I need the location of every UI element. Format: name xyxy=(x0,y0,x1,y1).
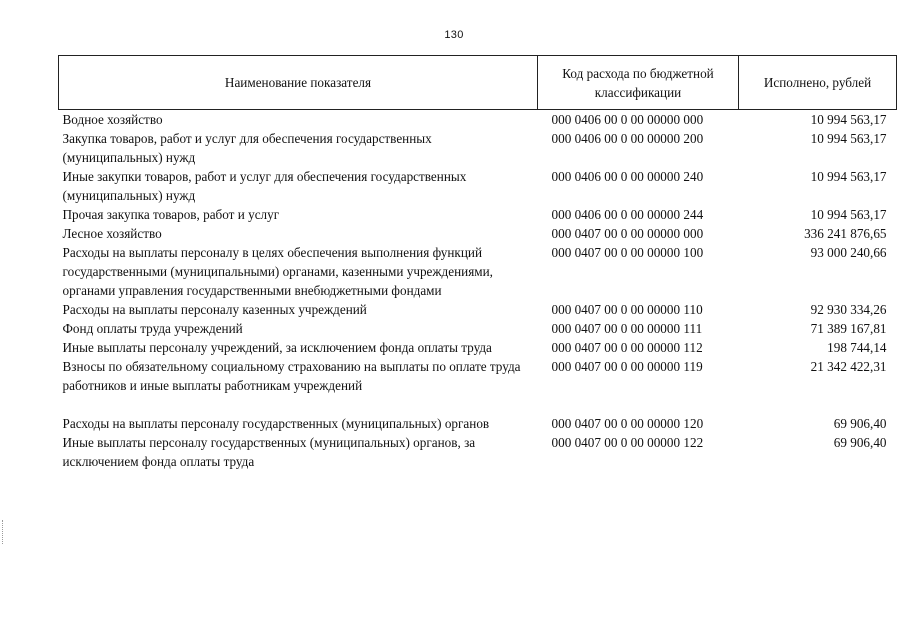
table-row xyxy=(59,300,897,319)
row-code: 000 0406 00 0 00 00000 000 xyxy=(551,112,704,127)
table-row xyxy=(59,357,897,414)
row-code: 000 0406 00 0 00 00000 244 xyxy=(551,207,704,222)
row-name: Иные выплаты персоналу государственных (муниципальных) органов, за исключением фонда оплаты труда xyxy=(62,435,476,469)
row-amount: 10 994 563,17 xyxy=(810,131,887,146)
row-name: Расходы на выплаты персоналу казенных учреждений xyxy=(62,302,367,317)
table-row xyxy=(59,243,897,300)
table-row xyxy=(59,110,897,130)
header-budget-code: Код расхода по бюджетной классификации xyxy=(538,56,739,110)
row-code: 000 0407 00 0 00 00000 111 xyxy=(551,321,703,336)
table-header xyxy=(59,56,897,110)
row-name: Закупка товаров, работ и услуг для обеспечения государственных (муниципальных) нужд xyxy=(62,131,432,165)
table-row xyxy=(59,414,897,433)
page-number: 130 xyxy=(444,29,464,41)
table-row xyxy=(59,205,897,224)
row-code: 000 0407 00 0 00 00000 112 xyxy=(551,340,703,355)
row-code: 000 0407 00 0 00 00000 119 xyxy=(551,359,703,374)
row-code: 000 0406 00 0 00 00000 200 xyxy=(551,131,704,146)
row-name: Расходы на выплаты персоналу государственных (муниципальных) органов xyxy=(62,416,490,431)
table-row xyxy=(59,167,897,205)
row-amount: 336 241 876,65 xyxy=(804,226,887,241)
row-amount: 92 930 334,26 xyxy=(810,302,887,317)
row-code: 000 0407 00 0 00 00000 122 xyxy=(551,435,704,450)
table-row xyxy=(59,433,897,471)
row-name: Прочая закупка товаров, работ и услуг xyxy=(62,207,280,222)
row-code: 000 0407 00 0 00 00000 000 xyxy=(551,226,704,241)
row-name: Фонд оплаты труда учреждений xyxy=(62,321,243,336)
header-executed-amount: Исполнено, рублей xyxy=(739,56,897,110)
scan-edge-artifact xyxy=(2,520,6,544)
row-name: Взносы по обязательному социальному страхованию на выплаты по оплате труда работников и иные выплаты работникам учреждений xyxy=(62,359,521,393)
table-row xyxy=(59,319,897,338)
row-amount: 69 906,40 xyxy=(833,416,887,431)
row-amount: 21 342 422,31 xyxy=(810,359,887,374)
row-name: Лесное хозяйство xyxy=(62,226,162,241)
row-code: 000 0407 00 0 00 00000 110 xyxy=(551,302,703,317)
row-name: Иные закупки товаров, работ и услуг для обеспечения государственных (муниципальных) нужд xyxy=(62,169,467,203)
row-amount: 10 994 563,17 xyxy=(810,112,887,127)
row-name: Иные выплаты персоналу учреждений, за исключением фонда оплаты труда xyxy=(62,340,492,355)
row-name: Водное хозяйство xyxy=(62,112,163,127)
row-amount: 71 389 167,81 xyxy=(810,321,887,336)
table-row xyxy=(59,224,897,243)
row-code: 000 0407 00 0 00 00000 120 xyxy=(551,416,704,431)
row-amount: 198 744,14 xyxy=(827,340,887,355)
table-row xyxy=(59,129,897,167)
header-row xyxy=(59,56,897,110)
row-amount: 10 994 563,17 xyxy=(810,169,887,184)
row-amount: 93 000 240,66 xyxy=(810,245,887,260)
row-code: 000 0406 00 0 00 00000 240 xyxy=(551,169,704,184)
row-amount: 10 994 563,17 xyxy=(810,207,887,222)
row-amount: 69 906,40 xyxy=(833,435,887,450)
table-body xyxy=(59,110,897,472)
header-indicator-name: Наименование показателя xyxy=(59,56,538,110)
row-code: 000 0407 00 0 00 00000 100 xyxy=(551,245,704,260)
row-name: Расходы на выплаты персоналу в целях обеспечения выполнения функций государственными (муниципальными) органами, казенными учреждениями, органами управления государственными внебюджетными фондами xyxy=(62,245,493,298)
table-row xyxy=(59,338,897,357)
expenditure-table xyxy=(58,55,897,471)
